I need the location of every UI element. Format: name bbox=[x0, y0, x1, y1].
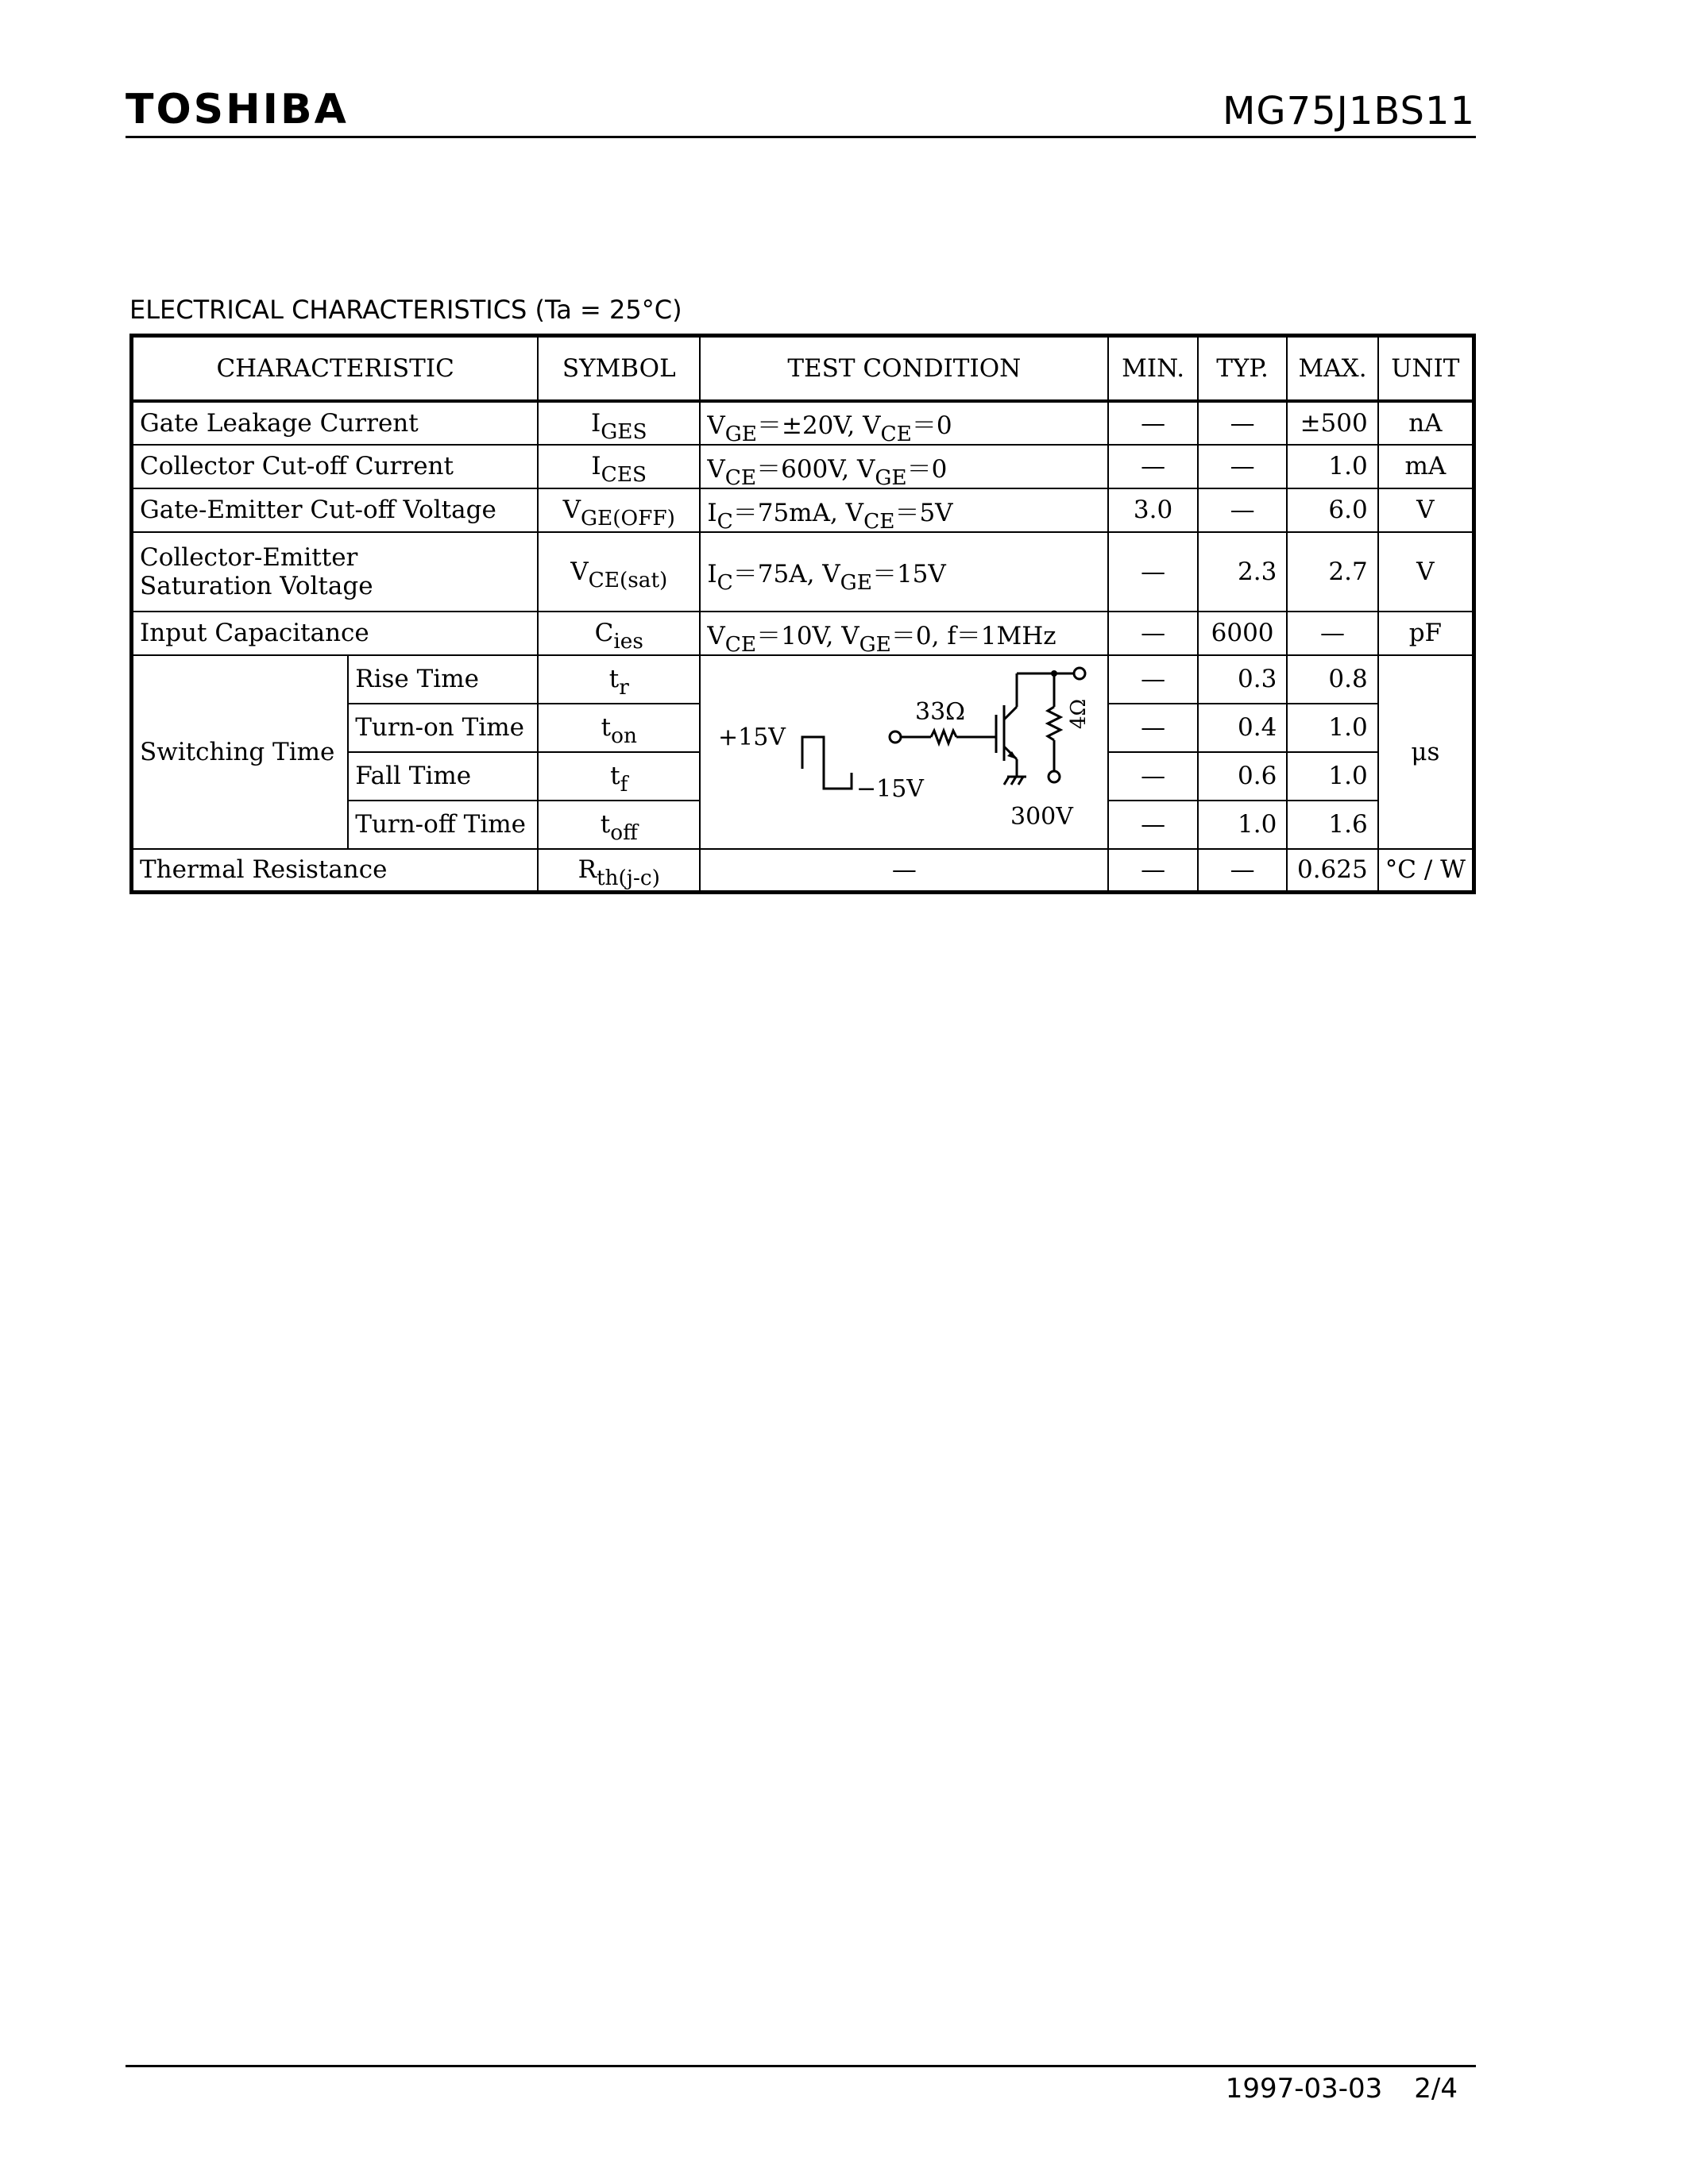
typ-cell: 0.4 bbox=[1198, 704, 1288, 752]
max-cell: 1.0 bbox=[1287, 704, 1377, 752]
circuit-v-neg-label: −15V bbox=[856, 774, 925, 803]
test-condition-cell: — bbox=[700, 849, 1108, 893]
max-cell: ±500 bbox=[1287, 401, 1377, 445]
symbol-cell: $R_{th(j-c)}$ bbox=[538, 849, 700, 893]
min-cell: — bbox=[1108, 532, 1198, 612]
footer bbox=[1194, 2071, 1458, 2106]
unit-cell: V bbox=[1378, 488, 1474, 532]
typ-cell: 2.3 bbox=[1198, 532, 1288, 612]
typ-cell: 1.0 bbox=[1198, 801, 1288, 849]
typ-cell: 0.3 bbox=[1198, 655, 1288, 704]
table-row bbox=[132, 655, 1474, 704]
switching-sub-label: Turn-on Time bbox=[348, 704, 538, 752]
header-symbol: SYMBOL bbox=[538, 336, 700, 401]
symbol-cell: $V_{GE(OFF)}$ bbox=[538, 488, 700, 532]
min-cell: — bbox=[1108, 612, 1198, 655]
unit-cell: °C / W bbox=[1378, 849, 1474, 893]
symbol-cell: $t_{off}$ bbox=[538, 801, 700, 849]
max-cell: 2.7 bbox=[1287, 532, 1377, 612]
typ-cell: — bbox=[1198, 445, 1288, 488]
characteristic-cell: Collector-Emitter Saturation Voltage bbox=[132, 532, 539, 612]
circuit-v-pos-label: +15V bbox=[718, 723, 786, 751]
symbol-cell: $t_r$ bbox=[538, 655, 700, 704]
typ-cell: — bbox=[1198, 401, 1288, 445]
footer-divider bbox=[126, 2065, 1476, 2067]
test-condition-cell: $I_C=75mA$, $V_{CE}=5V$ bbox=[700, 488, 1108, 532]
max-cell: 6.0 bbox=[1287, 488, 1377, 532]
table-row bbox=[132, 612, 1474, 655]
characteristic-cell: Gate Leakage Current bbox=[132, 401, 539, 445]
test-condition-cell: $V_{CE}=10V$, $V_{GE}=0$, f＝1MHz bbox=[700, 612, 1108, 655]
header-test-condition: TEST CONDITION bbox=[700, 336, 1108, 401]
min-cell: — bbox=[1108, 445, 1198, 488]
symbol-cell: $C_{ies}$ bbox=[538, 612, 700, 655]
max-cell: 1.0 bbox=[1287, 752, 1377, 801]
footer-date: 1997-03-03 bbox=[1225, 2073, 1383, 2105]
max-cell: 1.6 bbox=[1287, 801, 1377, 849]
test-condition-cell: $V_{GE}=\pm 20V$, $V_{CE}=0$ bbox=[700, 401, 1108, 445]
min-cell: 3.0 bbox=[1108, 488, 1198, 532]
min-cell: — bbox=[1108, 752, 1198, 801]
switching-time-label: Switching Time bbox=[132, 655, 349, 849]
min-cell: — bbox=[1108, 655, 1198, 704]
header-typ: TYP. bbox=[1198, 336, 1288, 401]
toshiba-logo: TOSHIBA bbox=[126, 86, 349, 133]
characteristic-cell: Gate-Emitter Cut-off Voltage bbox=[132, 488, 539, 532]
switching-sub-label: Fall Time bbox=[348, 752, 538, 801]
unit-cell: μs bbox=[1378, 655, 1474, 849]
test-condition-cell: $V_{CE}=600V$, $V_{GE}=0$ bbox=[700, 445, 1108, 488]
typ-cell: 6000 bbox=[1198, 612, 1288, 655]
electrical-characteristics-table bbox=[129, 334, 1476, 894]
typ-cell: — bbox=[1198, 849, 1288, 893]
max-cell: 0.8 bbox=[1287, 655, 1377, 704]
header-max: MAX. bbox=[1287, 336, 1377, 401]
switching-sub-label: Turn-off Time bbox=[348, 801, 538, 849]
characteristic-cell: Input Capacitance bbox=[132, 612, 539, 655]
switching-test-circuit bbox=[700, 655, 1108, 849]
symbol-cell: $t_{on}$ bbox=[538, 704, 700, 752]
header-unit: UNIT bbox=[1378, 336, 1474, 401]
header-min: MIN. bbox=[1108, 336, 1198, 401]
section-title: ELECTRICAL CHARACTERISTICS (Ta = 25°C) bbox=[129, 295, 682, 325]
unit-cell: V bbox=[1378, 532, 1474, 612]
circuit-load-resistor-label: 4Ω bbox=[1067, 698, 1091, 729]
circuit-supply-label: 300V bbox=[1010, 802, 1074, 831]
max-cell: 1.0 bbox=[1287, 445, 1377, 488]
test-circuit-diagram bbox=[701, 658, 1107, 847]
unit-cell: pF bbox=[1378, 612, 1474, 655]
circuit-gate-resistor-label: 33Ω bbox=[915, 697, 966, 726]
footer-page-number: 2/4 bbox=[1414, 2073, 1458, 2105]
characteristic-cell: Collector Cut-off Current bbox=[132, 445, 539, 488]
typ-cell: 0.6 bbox=[1198, 752, 1288, 801]
min-cell: — bbox=[1108, 801, 1198, 849]
table-row bbox=[132, 445, 1474, 488]
characteristic-cell: Thermal Resistance bbox=[132, 849, 539, 893]
min-cell: — bbox=[1108, 401, 1198, 445]
test-condition-cell: $I_C=75A$, $V_{GE}=15V$ bbox=[700, 532, 1108, 612]
symbol-cell: $V_{CE(sat)}$ bbox=[538, 532, 700, 612]
unit-cell: nA bbox=[1378, 401, 1474, 445]
symbol-cell: $t_f$ bbox=[538, 752, 700, 801]
table-row bbox=[132, 849, 1474, 893]
switching-sub-label: Rise Time bbox=[348, 655, 538, 704]
min-cell: — bbox=[1108, 704, 1198, 752]
min-cell: — bbox=[1108, 849, 1198, 893]
symbol-cell: $I_{CES}$ bbox=[538, 445, 700, 488]
table-row bbox=[132, 401, 1474, 445]
part-number: MG75J1BS11 bbox=[1222, 89, 1475, 133]
table-row bbox=[132, 532, 1474, 612]
header-divider bbox=[126, 136, 1476, 138]
unit-cell: mA bbox=[1378, 445, 1474, 488]
table-row bbox=[132, 488, 1474, 532]
table-header-row bbox=[132, 336, 1474, 401]
max-cell: 0.625 bbox=[1287, 849, 1377, 893]
max-cell: — bbox=[1287, 612, 1377, 655]
header-characteristic: CHARACTERISTIC bbox=[132, 336, 539, 401]
symbol-cell: $I_{GES}$ bbox=[538, 401, 700, 445]
typ-cell: — bbox=[1198, 488, 1288, 532]
